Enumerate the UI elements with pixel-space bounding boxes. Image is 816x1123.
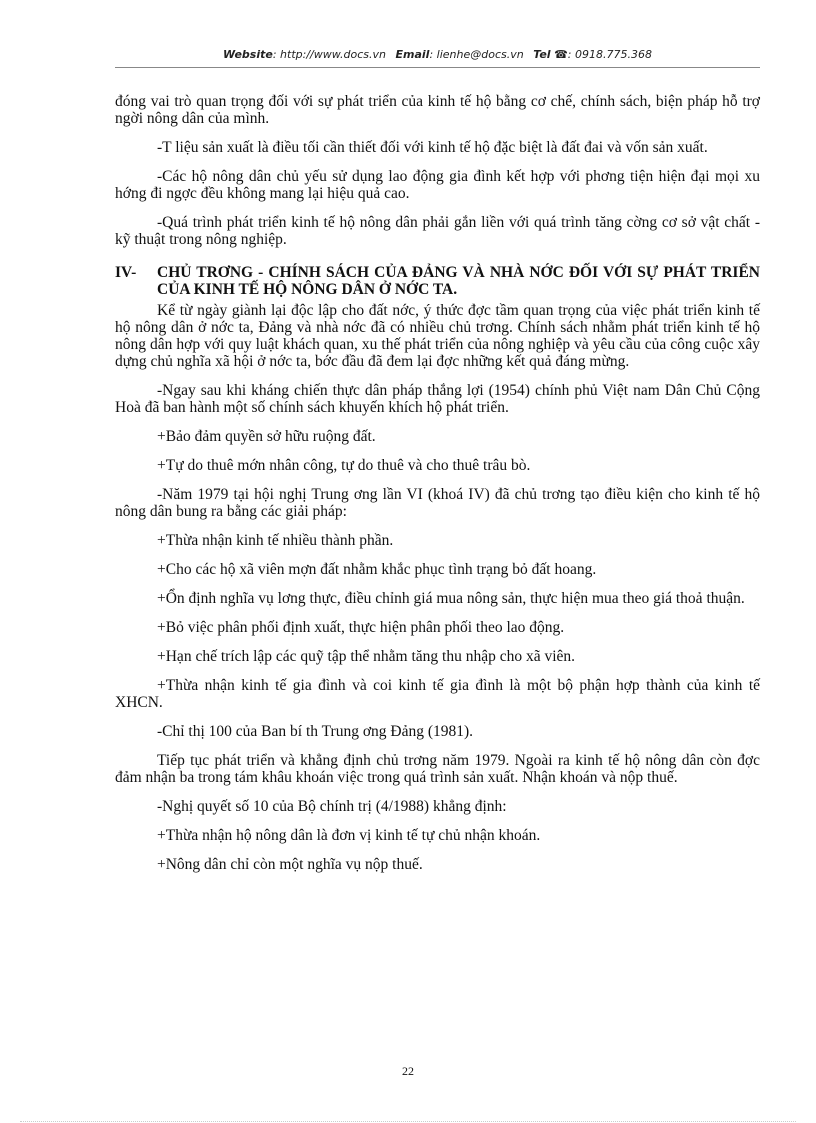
paragraph: +Bảo đảm quyền sở hữu ruộng đất. [157,428,376,445]
section-number: IV- [115,264,137,281]
paragraph: -Quá trình phát triển kinh tế hộ nông dân phải gắn liền với quá trình tăng cờng cơ sở vật chất - kỹ thuật trong nông nghiệp. [115,214,760,248]
paragraph: +Hạn chế trích lập các quỹ tập thể nhằm tăng thu nhập cho xã viên. [157,648,576,665]
paragraph: +Thừa nhận hộ nông dân là đơn vị kinh tế tự chủ nhận khoán. [157,827,541,844]
website-value[interactable]: : http://www.docs.vn [272,48,387,61]
page-number: 22 [402,1064,414,1078]
document-body [115,93,760,873]
email-value[interactable]: : lienhe@docs.vn [429,48,524,61]
paragraph: Kể từ ngày giành lại độc lập cho đất nớc, ý thức đợc tầm quan trọng của việc phát triển kinh tế hộ nông dân ở nớc ta, Đảng và nhà nớc đã có nhiều chủ trơng. Chính sách nhằm phát triển kinh tế hộ nông dân hợp với quy luật khách quan, xu thế phát triển của nông nghiệp và yêu cầu của công cuộc xây dựng chủ nghĩa xã hội ở nớc ta, bớc đầu đã đem lại đợc những kết quả đáng mừng. [115,302,760,370]
tel-value: : 0918.775.368 [567,48,652,61]
paragraph: +Thừa nhận kinh tế gia đình và coi kinh tế gia đình là một bộ phận hợp thành của kinh tế XHCN. [115,677,760,711]
paragraph: -Ngay sau khi kháng chiến thực dân pháp thắng lợi (1954) chính phủ Việt nam Dân Chủ Cộng Hoà đã ban hành một số chính sách khuyến khích hộ phát triển. [115,382,760,416]
tel-label: Tel [533,48,551,61]
header-divider [115,67,760,68]
paragraph: +Nông dân chỉ còn một nghĩa vụ nộp thuế. [157,856,423,873]
phone-icon: ☎ [554,48,568,61]
section-title: CHỦ TRƠNG - CHÍNH SÁCH CỦA ĐẢNG VÀ NHÀ NỚC ĐỐI VỚI SỰ PHÁT TRIỂN CỦA KINH TẾ HỘ NÔNG DÂN Ở NỚC TA. [157,264,760,298]
website-label: Website [223,48,273,61]
paragraph: -Các hộ nông dân chủ yếu sử dụng lao động gia đình kết hợp với phơng tiện hiện đại mọi xu hớng đi ngợc đều không mang lại hiệu quả cao. [115,168,760,202]
paragraph: +Tự do thuê mớn nhân công, tự do thuê và cho thuê trâu bò. [157,457,531,474]
paragraph: -T liệu sản xuất là điều tối cần thiết đối với kinh tế hộ đặc biệt là đất đai và vốn sản xuất. [157,139,708,156]
paragraph: đóng vai trò quan trọng đối với sự phát triển của kinh tế hộ bằng cơ chế, chính sách, biện pháp hỗ trợ ngời nông dân của mình. [115,93,760,127]
paragraph: Tiếp tục phát triển và khẳng định chủ trơng năm 1979. Ngoài ra kinh tế hộ nông dân còn đợc đảm nhận ba trong tám khâu khoán việc trong quá trình sản xuất. Nhận khoán và nộp thuế. [115,752,760,786]
paragraph: -Chỉ thị 100 của Ban bí th Trung ơng Đảng (1981). [157,723,474,740]
section-heading [115,264,760,298]
paragraph: +Thừa nhận kinh tế nhiều thành phần. [157,532,394,549]
paragraph: +Cho các hộ xã viên mợn đất nhằm khắc phục tình trạng bỏ đất hoang. [157,561,597,578]
email-label: Email [395,48,430,61]
bottom-divider [20,1121,796,1122]
paragraph: -Năm 1979 tại hội nghị Trung ơng lần VI (khoá IV) đã chủ trơng tạo điều kiện cho kinh tế hộ nông dân bung ra bằng các giải pháp: [115,486,760,520]
paragraph: -Nghị quyết số 10 của Bộ chính trị (4/1988) khẳng định: [157,798,507,815]
paragraph: +Bỏ việc phân phối định xuất, thực hiện phân phối theo lao động. [157,619,565,636]
page-header [115,48,760,61]
paragraph: +Ổn định nghĩa vụ lơng thực, điều chỉnh giá mua nông sản, thực hiện mua theo giá thoả thuận. [157,590,745,607]
